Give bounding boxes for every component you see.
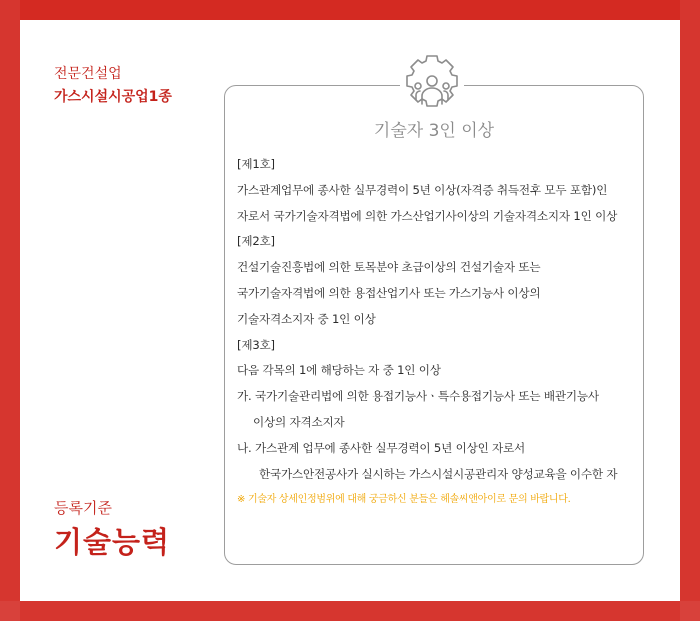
- requirement-line: 이상의 자격소지자: [253, 414, 345, 429]
- bg-stripe-left: [0, 0, 20, 621]
- category-title: 가스시설시공업1종: [54, 89, 172, 105]
- requirement-line: [제2호]: [237, 234, 275, 249]
- requirement-line: 자로서 국가기술자격법에 의한 가스산업기사이상의 기술자격소지자 1인 이상: [237, 208, 618, 223]
- requirement-line: 기술자격소지자 중 1인 이상: [237, 311, 376, 326]
- requirement-title: 기술자 3인 이상: [373, 121, 495, 141]
- requirement-line: 건설기술진흥법에 의한 토목분야 초급이상의 건설기술자 또는: [237, 260, 541, 275]
- engineer-gear-icon: [400, 48, 464, 120]
- requirement-line: 국가기술자격법에 의한 용접산업기사 또는 가스기능사 이상의: [237, 285, 541, 300]
- requirement-box: [224, 85, 644, 565]
- registration-subtitle: 등록기준: [54, 499, 112, 517]
- requirement-line: 다음 각목의 1에 해당하는 자 중 1인 이상: [237, 363, 441, 378]
- bg-stripe-bottom: [0, 601, 700, 621]
- contact-note: ※ 기술자 상세인정범위에 대해 궁금하신 분들은 헤솔씨앤아이로 문의 바랍니다.: [237, 494, 571, 506]
- requirement-line: 한국가스안전공사가 실시하는 가스시설시공관리자 양성교육을 이수한 자: [259, 466, 618, 481]
- requirement-line: 가스관계업무에 종사한 실무경력이 5년 이상(자격증 취득전후 모두 포함)인: [237, 182, 608, 197]
- requirement-line: 나. 가스관계 업무에 종사한 실무경력이 5년 이상인 자로서: [237, 440, 526, 455]
- requirement-content: [237, 152, 639, 505]
- requirement-line: [제3호]: [237, 337, 275, 352]
- bg-stripe-right: [680, 0, 700, 621]
- registration-title: 기술능력: [54, 525, 171, 559]
- requirement-line: 가. 국가기술관리법에 의한 용접기능사ㆍ특수용접기능사 또는 배관기능사: [237, 389, 599, 404]
- content-card: [20, 20, 680, 601]
- requirement-line: [제1호]: [237, 157, 275, 171]
- category-subtitle: 전문건설업: [54, 66, 122, 82]
